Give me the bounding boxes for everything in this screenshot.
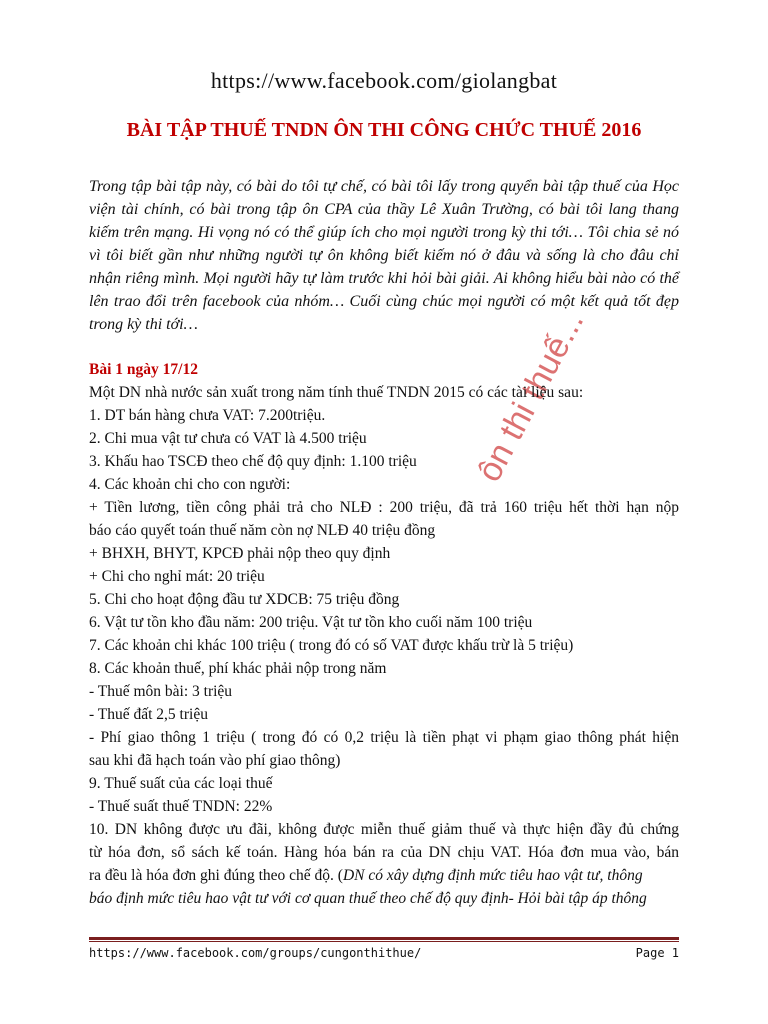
intro-paragraph: Trong tập bài tập này, có bài do tôi tự chế, có bài tôi lấy trong quyển bài tập thuế của Học viện tài chính, có bài trong tập ôn CPA của thầy Lê Xuân Trường, có bài tôi lang thang kiếm trên mạng. Hi vọng nó có thể giúp ích cho mọi người trong kỳ thi tới… Tôi chia sẻ nó vì tôi biết gần như những người tự ôn không biết kiếm nó ở đâu và sống là cho đâu chỉ nhận riêng mình. Mọi người hãy tự làm trước khi hỏi bài giải. Ai không hiểu bài nào có thể lên trao đổi trên facebook của nhóm… Cuối cùng chúc mọi người có một kết quả tốt đẹp trong kỳ thi tới… bbox=[89, 178, 679, 333]
body-line: - Phí giao thông 1 triệu ( trong đó có 0,2 triệu là tiền phạt vi phạm giao thông phát hiện bbox=[89, 729, 679, 746]
body-line: - Thuế đất 2,5 triệu bbox=[89, 706, 208, 723]
body-line: sau khi đã hạch toán vào phí giao thông) bbox=[89, 752, 341, 769]
body-line: + BHXH, BHYT, KPCĐ phải nộp theo quy định bbox=[89, 545, 391, 562]
body-line: 1. DT bán hàng chưa VAT: 7.200triệu. bbox=[89, 407, 326, 424]
body-line: - Thuế môn bài: 3 triệu bbox=[89, 683, 233, 700]
body-line: 3. Khấu hao TSCĐ theo chế độ quy định: 1.100 triệu bbox=[89, 453, 417, 470]
body-line: từ hóa đơn, sổ sách kế toán. Hàng hóa bán ra của DN chịu VAT. Hóa đơn mua vào, bán bbox=[89, 844, 679, 861]
body-line: Một DN nhà nước sản xuất trong năm tính thuế TNDN 2015 có các tài liệu sau: bbox=[89, 384, 584, 401]
body-line: 9. Thuế suất của các loại thuế bbox=[89, 775, 273, 792]
body-line: + Tiền lương, tiền công phải trả cho NLĐ : 200 triệu, đã trả 160 triệu hết thời hạn nộp bbox=[89, 499, 679, 516]
body-text-italic: DN có xây dựng định mức tiêu hao vật tư, thông bbox=[342, 867, 643, 884]
body-line: báo cáo quyết toán thuế năm còn nợ NLĐ 40 triệu đồng bbox=[89, 522, 436, 539]
exercise-section bbox=[89, 358, 679, 910]
watermark-text: ôn thi thuế... bbox=[470, 304, 592, 488]
page-number: Page 1 bbox=[635, 946, 679, 960]
body-line: 10. DN không được ưu đãi, không được miễn thuế giảm thuế và thực hiện đầy đủ chứng bbox=[89, 821, 679, 838]
body-line: + Chi cho nghỉ mát: 20 triệu bbox=[89, 568, 265, 585]
body-line-mixed bbox=[89, 864, 679, 887]
body-line: 4. Các khoản chi cho con người: bbox=[89, 476, 291, 493]
exercise-heading: Bài 1 ngày 17/12 bbox=[89, 361, 198, 378]
header-url[interactable]: https://www.facebook.com/giolangbat bbox=[210, 68, 558, 93]
body-line: 5. Chi cho hoạt động đầu tư XDCB: 75 triệu đồng bbox=[89, 591, 400, 608]
body-text: ra đều là hóa đơn ghi đúng theo chế độ. ( bbox=[89, 867, 343, 884]
body-line: 6. Vật tư tồn kho đầu năm: 200 triệu. Vật tư tồn kho cuối năm 100 triệu bbox=[89, 614, 533, 631]
document-title: BÀI TẬP THUẾ TNDN ÔN THI CÔNG CHỨC THUẾ 2016 bbox=[126, 119, 642, 141]
footer-divider-thick bbox=[89, 937, 679, 940]
footer-divider-thin bbox=[89, 941, 679, 942]
body-line: 7. Các khoản chi khác 100 triệu ( trong đó có số VAT được khấu trừ là 5 triệu) bbox=[89, 637, 574, 654]
body-line: - Thuế suất thuế TNDN: 22% bbox=[89, 798, 273, 815]
body-line-italic: báo định mức tiêu hao vật tư với cơ quan thuế theo chế độ quy định- Hỏi bài tập áp thông bbox=[89, 890, 647, 907]
footer-group-link[interactable]: https://www.facebook.com/groups/cungonthithue/ bbox=[89, 946, 422, 960]
body-line: 2. Chi mua vật tư chưa có VAT là 4.500 triệu bbox=[89, 430, 367, 447]
body-line: 8. Các khoản thuế, phí khác phải nộp trong năm bbox=[89, 660, 387, 677]
